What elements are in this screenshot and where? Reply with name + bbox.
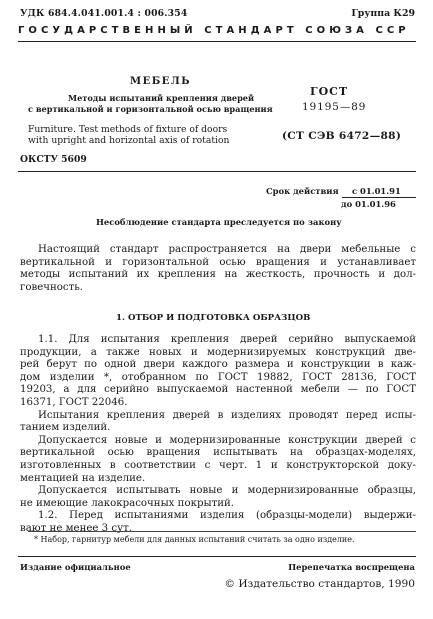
text-line: Допускается новые и модернизированные конструкции дверей с: [38, 434, 416, 446]
official-edition: Издание официальное: [20, 562, 131, 572]
subtitle-line-1: Методы испытаний крепления дверей: [68, 93, 255, 103]
text-line: 1.1. Для испытания крепления дверей серийно выпускаемой: [38, 334, 416, 345]
text-line: 19203, а для серийно выпускаемой настенной мебели — по ГОСТ: [20, 384, 416, 396]
footnote-rule: [28, 531, 416, 532]
text-line: 16371, ГОСТ 22046.: [20, 396, 128, 408]
text-line: изготовленных в соответствии с черт. 1 и конструкторской доку-: [20, 459, 416, 471]
english-title-line-2: with upright and horizontal axis of rotation: [28, 135, 230, 146]
validity-from: с 01.01.91: [352, 186, 401, 196]
text-line: дом изделии *, отобранном по ГОСТ 19882, ГОСТ 28136, ГОСТ: [20, 371, 416, 383]
gost-label: ГОСТ: [310, 85, 349, 98]
text-line: 1.2. Перед испытаниями изделия (образцы-модели) выдержи-: [38, 510, 416, 522]
group-code: Группа К29: [351, 8, 415, 19]
text-line: Допускается испытывать новые и модернизированные образцы,: [38, 485, 416, 497]
text-line: говечность.: [20, 281, 84, 293]
text-line: вают не менее 3 сут.: [20, 522, 132, 534]
text-line: рей берут по одной двери каждого размера и конструкции в каж-: [20, 359, 416, 371]
text-line: ментацией на изделие.: [20, 472, 146, 484]
document-title: МЕБЕЛЬ: [130, 76, 191, 87]
text-line: методы испытаний их крепления на жесткость, прочность и дол-: [20, 269, 416, 281]
intro-paragraph: [20, 244, 416, 294]
text-line: вертикальной и горизонтальной осью вращения и устанавливает: [20, 256, 416, 268]
section-1-body: [20, 334, 416, 536]
udc-code: УДК 684.4.041.001.4 : 006.354: [20, 8, 188, 19]
subtitle-line-2: с вертикальной и горизонтальной осью вращения: [28, 104, 273, 114]
validity-label: Срок действия: [266, 186, 339, 196]
validity-underline: [342, 197, 416, 198]
footer-rule: [18, 556, 416, 557]
okstu-code: ОКСТУ 5609: [20, 154, 87, 165]
text-line: не имеющие лакокрасочных покрытий.: [20, 497, 235, 509]
text-line: Настоящий стандарт распространяется на двери мебельные с: [38, 244, 416, 255]
text-line: вертикальной осью вращения испытывать на образцах-моделях,: [20, 447, 416, 459]
text-line: продукции, а также новых и модернизируемых конструкций две-: [20, 346, 416, 358]
text-line: Испытания крепления дверей в изделиях проводят перед испы-: [38, 409, 416, 421]
gost-number: 19195—89: [302, 101, 367, 113]
publisher-copyright: © Издательство стандартов, 1990: [224, 578, 415, 590]
state-standard-banner: ГОСУДАРСТВЕННЫЙ СТАНДАРТ СОЮЗА ССР: [18, 25, 410, 36]
header-rule: [18, 41, 416, 42]
validity-to: до 01.01.96: [341, 199, 396, 209]
text-line: танием изделий.: [20, 422, 111, 434]
title-rule: [18, 171, 416, 172]
prosecution-notice: Несоблюдение стандарта преследуется по закону: [96, 217, 342, 227]
footnote: * Набор, гарнитур мебели для данных испытаний считать за одно изделие.: [34, 535, 355, 544]
reprint-prohibited: Перепечатка воспрещена: [288, 562, 415, 572]
section-heading: 1. ОТБОР И ПОДГОТОВКА ОБРАЗЦОВ: [116, 313, 311, 323]
st-sev-number: (СТ СЭВ 6472—88): [282, 130, 402, 142]
english-title-line-1: Furniture. Test methods of fixture of doors: [28, 124, 228, 135]
